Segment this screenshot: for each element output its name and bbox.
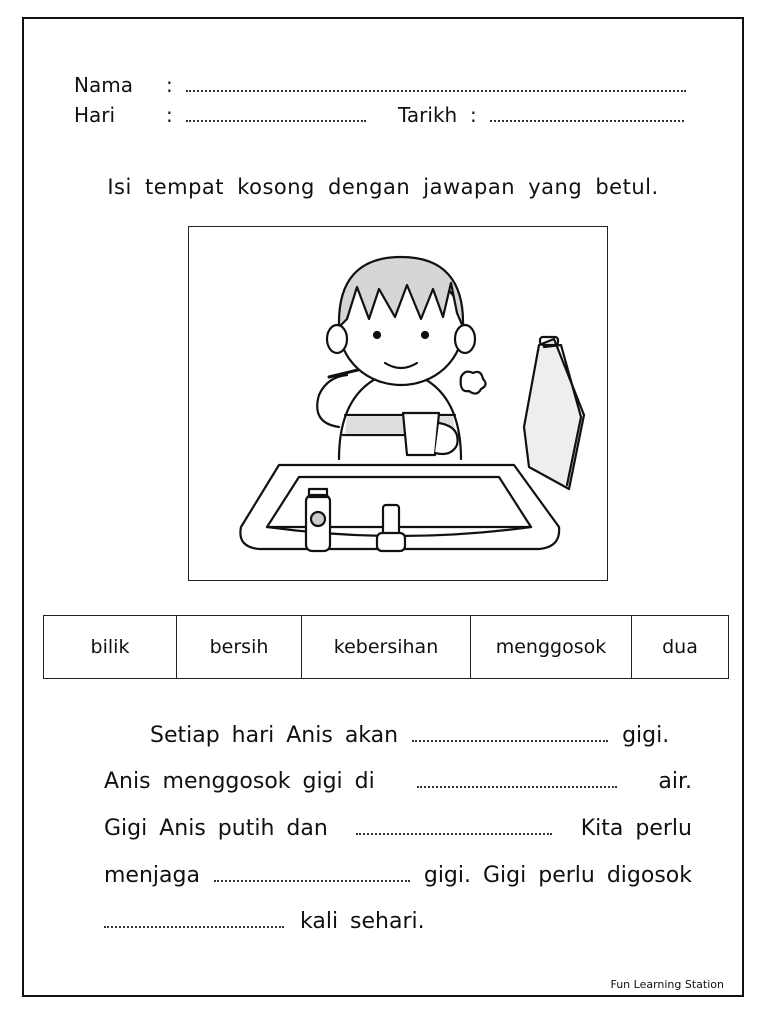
word-bank-item: bersih xyxy=(177,616,302,678)
passage-text: gigi. xyxy=(622,723,670,748)
date-separator: : xyxy=(470,103,477,127)
word-bank xyxy=(43,615,729,679)
passage-text: menjaga xyxy=(104,863,200,888)
passage-text: Setiap hari Anis akan xyxy=(150,723,399,748)
name-label: Nama xyxy=(74,73,133,97)
word-bank-item: dua xyxy=(662,636,698,658)
answer-blank-4[interactable] xyxy=(214,866,410,882)
name-separator: : xyxy=(166,73,173,97)
girl-brushing-teeth-illustration xyxy=(189,227,606,579)
passage-text: Kita perlu xyxy=(580,816,692,841)
answer-blank-3[interactable] xyxy=(356,819,552,835)
passage-text: kali sehari. xyxy=(300,909,425,934)
passage-text: Gigi Anis putih dan xyxy=(104,816,328,841)
name-blank[interactable] xyxy=(186,76,686,92)
word-bank-item: kebersihan xyxy=(302,616,471,678)
name-row xyxy=(74,73,686,97)
date-label: Tarikh xyxy=(398,103,458,127)
footer-credit: Fun Learning Station xyxy=(610,978,724,991)
worksheet xyxy=(22,17,744,997)
passage-text: gigi. Gigi perlu digosok xyxy=(423,863,692,888)
answer-blank-5[interactable] xyxy=(104,912,284,928)
word-bank-item: menggosok xyxy=(471,616,632,678)
passage-text: air. xyxy=(658,769,692,794)
answer-blank-2[interactable] xyxy=(417,772,617,788)
illustration-frame xyxy=(188,226,608,581)
day-separator: : xyxy=(166,103,173,127)
passage-text: Anis menggosok gigi di xyxy=(104,769,375,794)
day-label: Hari xyxy=(74,103,116,127)
word-bank-item: bilik xyxy=(44,616,177,678)
date-blank[interactable] xyxy=(490,106,684,122)
day-date-row xyxy=(74,103,684,127)
answer-blank-1[interactable] xyxy=(412,726,608,742)
day-blank[interactable] xyxy=(186,106,366,122)
instruction-text: Isi tempat kosong dengan jawapan yang betul. xyxy=(107,175,659,199)
